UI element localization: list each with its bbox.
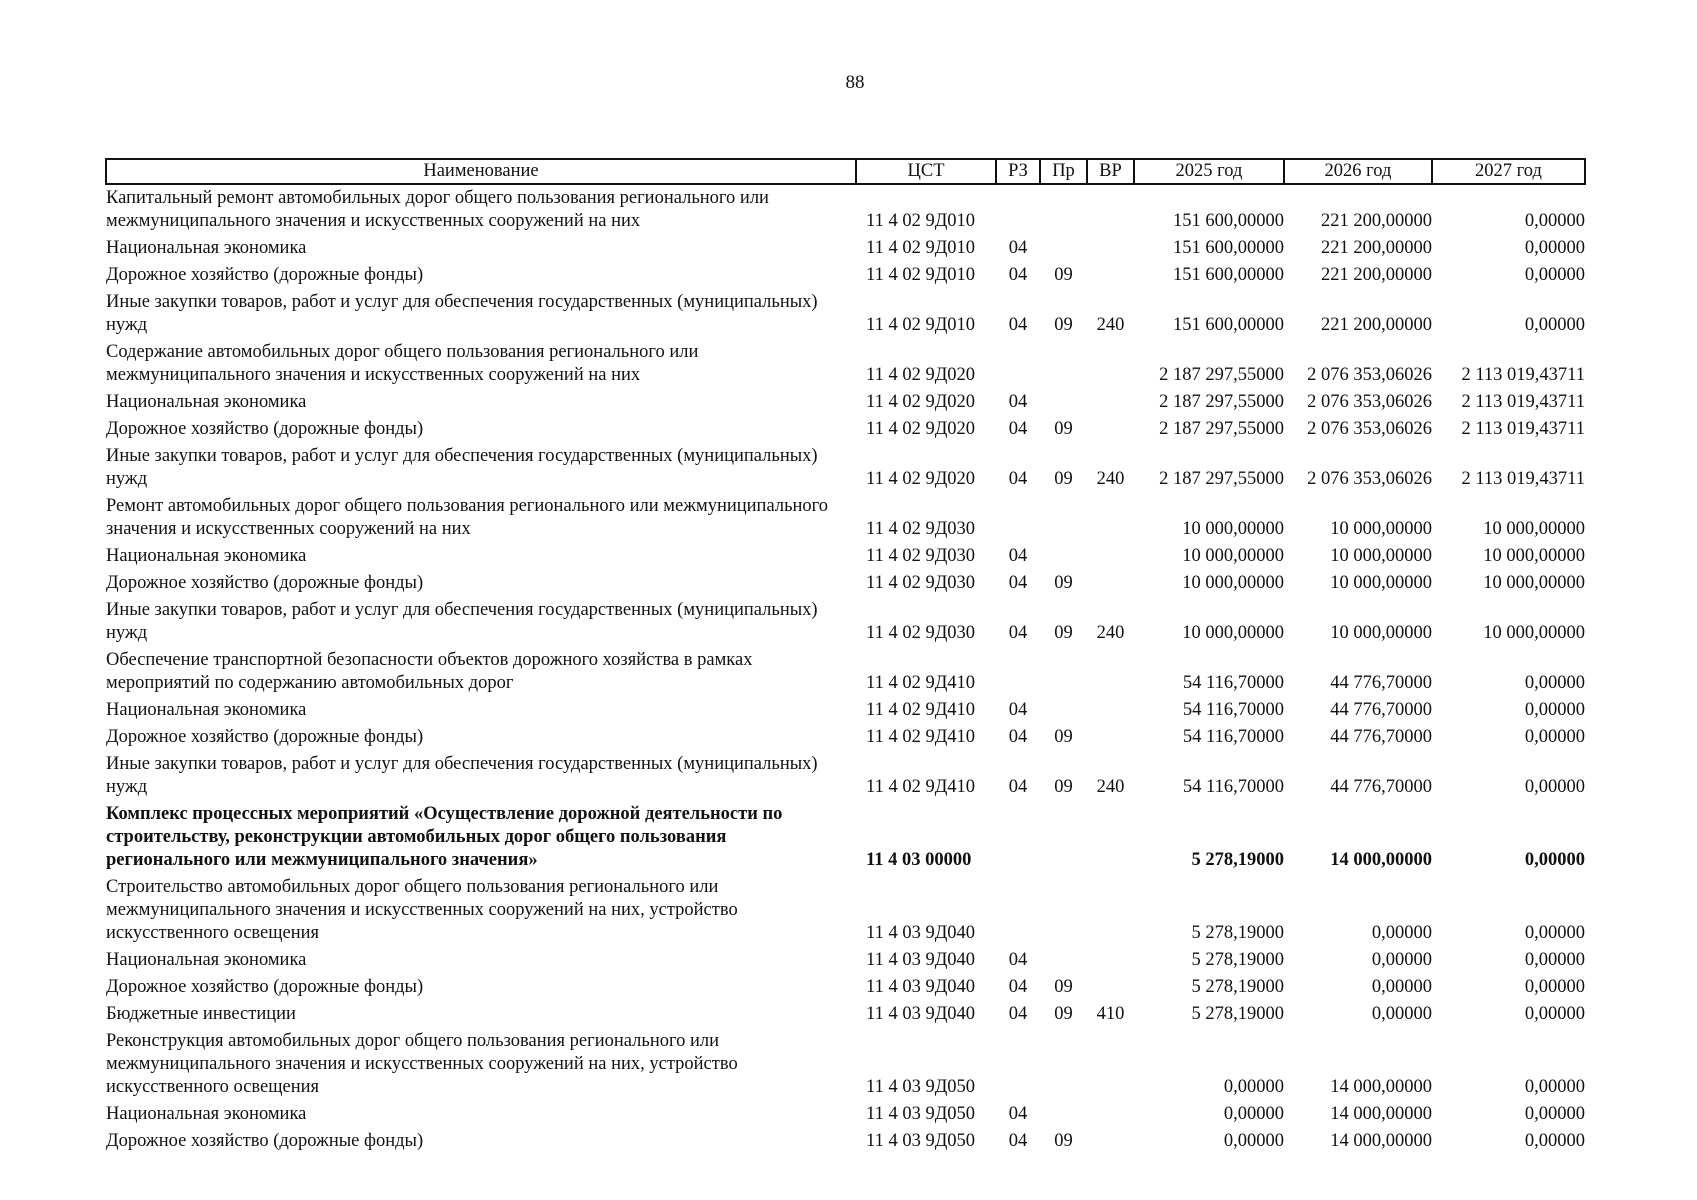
cell-vr <box>1087 874 1134 947</box>
cell-2026: 0,00000 <box>1371 977 1432 997</box>
cell-2025: 54 116,70000 <box>1182 700 1284 720</box>
table-row <box>106 389 1585 416</box>
cell-2026: 14 000,00000 <box>1330 1131 1432 1151</box>
cell-2026: 221 200,00000 <box>1321 315 1432 335</box>
cell-2025: 0,00000 <box>1223 1131 1284 1151</box>
cell-name: Национальная экономика <box>106 238 307 258</box>
cell-2025: 2 187 297,55000 <box>1159 469 1284 489</box>
cell-2027: 0,00000 <box>1524 265 1585 285</box>
cell-pr <box>1040 1028 1087 1101</box>
cell-2027: 2 113 019,43711 <box>1461 392 1585 412</box>
cell-cst: 11 4 02 9Д020 <box>866 469 976 489</box>
cell-pr <box>1040 1101 1087 1128</box>
cell-2027: 2 113 019,43711 <box>1461 419 1585 439</box>
cell-cst: 11 4 03 9Д040 <box>866 950 976 970</box>
cell-2027: 0,00000 <box>1524 1131 1585 1151</box>
cell-pr: 09 <box>1054 419 1073 439</box>
table-row <box>106 1128 1585 1155</box>
cell-2026: 14 000,00000 <box>1330 850 1432 870</box>
cell-pr: 09 <box>1054 1004 1073 1024</box>
cell-name: Комплекс процессных мероприятий «Осуществление дорожной деятельности по строительству, реконструкции автомобильных дорог общего пользования регионального или межмуниципального значения» <box>106 804 783 870</box>
cell-vr <box>1087 647 1134 697</box>
cell-cst: 11 4 02 9Д030 <box>866 623 976 643</box>
cell-name: Реконструкция автомобильных дорог общего пользования регионального или межмуниципального значения и искусственных сооружений на них, устройство искусственного освещения <box>106 1031 738 1097</box>
cell-pr <box>1040 801 1087 874</box>
cell-2027: 2 113 019,43711 <box>1461 469 1585 489</box>
cell-rz <box>996 1028 1040 1101</box>
cell-vr <box>1087 184 1134 235</box>
cell-rz: 04 <box>1008 1131 1028 1151</box>
cell-pr <box>1040 543 1087 570</box>
cell-2026: 221 200,00000 <box>1321 238 1432 258</box>
table-row <box>106 443 1585 493</box>
cell-vr <box>1087 1128 1134 1155</box>
table-row <box>106 647 1585 697</box>
table-row <box>106 235 1585 262</box>
page-number: 88 <box>845 72 865 93</box>
cell-name: Дорожное хозяйство (дорожные фонды) <box>106 1131 424 1151</box>
cell-rz <box>996 493 1040 543</box>
cell-2027: 0,00000 <box>1524 850 1585 870</box>
cell-2025: 0,00000 <box>1223 1104 1284 1124</box>
cell-pr <box>1040 874 1087 947</box>
cell-2025: 5 278,19000 <box>1191 950 1284 970</box>
header-2026: 2026 год <box>1284 159 1432 184</box>
cell-name: Национальная экономика <box>106 392 307 412</box>
cell-2025: 54 116,70000 <box>1182 777 1284 797</box>
cell-pr <box>1040 647 1087 697</box>
cell-vr: 240 <box>1096 623 1125 643</box>
cell-pr <box>1040 339 1087 389</box>
header-2027: 2027 год <box>1432 159 1585 184</box>
cell-2025: 2 187 297,55000 <box>1159 392 1284 412</box>
cell-pr: 09 <box>1054 573 1073 593</box>
cell-2025: 151 600,00000 <box>1173 315 1284 335</box>
cell-vr <box>1087 416 1134 443</box>
cell-vr <box>1087 235 1134 262</box>
table-row <box>106 974 1585 1001</box>
cell-2026: 14 000,00000 <box>1330 1077 1432 1097</box>
cell-2026: 221 200,00000 <box>1321 211 1432 231</box>
table-row <box>106 570 1585 597</box>
cell-cst: 11 4 02 9Д020 <box>866 419 976 439</box>
cell-2027: 10 000,00000 <box>1483 519 1585 539</box>
cell-rz: 04 <box>1008 700 1028 720</box>
cell-name: Капитальный ремонт автомобильных дорог общего пользования регионального или межмуниципального значения и искусственных сооружений на них <box>106 188 769 231</box>
cell-pr: 09 <box>1054 623 1073 643</box>
cell-cst: 11 4 02 9Д020 <box>866 365 976 385</box>
cell-pr <box>1040 235 1087 262</box>
cell-2025: 10 000,00000 <box>1182 519 1284 539</box>
cell-rz: 04 <box>1008 777 1028 797</box>
cell-rz: 04 <box>1008 265 1028 285</box>
cell-2025: 151 600,00000 <box>1173 265 1284 285</box>
cell-cst: 11 4 02 9Д030 <box>866 519 976 539</box>
table-row <box>106 543 1585 570</box>
cell-2025: 5 278,19000 <box>1191 977 1284 997</box>
cell-2026: 2 076 353,06026 <box>1307 469 1432 489</box>
cell-pr: 09 <box>1054 469 1073 489</box>
cell-rz <box>996 801 1040 874</box>
cell-2026: 2 076 353,06026 <box>1307 365 1432 385</box>
cell-cst: 11 4 02 9Д410 <box>866 727 976 747</box>
cell-vr: 240 <box>1096 469 1125 489</box>
cell-2027: 0,00000 <box>1524 238 1585 258</box>
cell-cst: 11 4 03 00000 <box>866 850 972 870</box>
cell-vr <box>1087 262 1134 289</box>
cell-pr <box>1040 493 1087 543</box>
cell-vr: 240 <box>1096 315 1125 335</box>
cell-name: Дорожное хозяйство (дорожные фонды) <box>106 573 424 593</box>
cell-vr <box>1087 570 1134 597</box>
cell-vr <box>1087 493 1134 543</box>
table-row <box>106 874 1585 947</box>
cell-2027: 10 000,00000 <box>1483 546 1585 566</box>
cell-name: Иные закупки товаров, работ и услуг для обеспечения государственных (муниципальных) нужд <box>106 754 818 797</box>
cell-2026: 14 000,00000 <box>1330 1104 1432 1124</box>
table-row <box>106 339 1585 389</box>
cell-rz: 04 <box>1008 546 1028 566</box>
cell-cst: 11 4 02 9Д410 <box>866 777 976 797</box>
cell-name: Дорожное хозяйство (дорожные фонды) <box>106 727 424 747</box>
cell-name: Дорожное хозяйство (дорожные фонды) <box>106 265 424 285</box>
cell-2026: 2 076 353,06026 <box>1307 419 1432 439</box>
cell-vr <box>1087 339 1134 389</box>
cell-2027: 0,00000 <box>1524 315 1585 335</box>
table-row <box>106 597 1585 647</box>
cell-pr: 09 <box>1054 1131 1073 1151</box>
cell-2027: 0,00000 <box>1524 1104 1585 1124</box>
cell-2026: 0,00000 <box>1371 1004 1432 1024</box>
cell-cst: 11 4 02 9Д410 <box>866 673 976 693</box>
header-name: Наименование <box>106 159 856 184</box>
cell-2026: 2 076 353,06026 <box>1307 392 1432 412</box>
table-row <box>106 1028 1585 1101</box>
table-row <box>106 289 1585 339</box>
cell-name: Обеспечение транспортной безопасности объектов дорожного хозяйства в рамках мероприятий по содержанию автомобильных дорог <box>106 650 753 693</box>
cell-rz <box>996 339 1040 389</box>
cell-2025: 2 187 297,55000 <box>1159 419 1284 439</box>
cell-name: Строительство автомобильных дорог общего пользования регионального или межмуниципального значения и искусственных сооружений на них, устройство искусственного освещения <box>106 877 738 943</box>
cell-vr <box>1087 543 1134 570</box>
cell-2025: 5 278,19000 <box>1191 923 1284 943</box>
cell-2026: 0,00000 <box>1371 950 1432 970</box>
cell-rz <box>996 184 1040 235</box>
cell-name: Национальная экономика <box>106 700 307 720</box>
cell-2025: 5 278,19000 <box>1191 850 1284 870</box>
cell-pr: 09 <box>1054 977 1073 997</box>
cell-2025: 2 187 297,55000 <box>1159 365 1284 385</box>
cell-2027: 0,00000 <box>1524 1077 1585 1097</box>
cell-cst: 11 4 02 9Д030 <box>866 546 976 566</box>
header-rz: РЗ <box>996 159 1040 184</box>
cell-2026: 10 000,00000 <box>1330 519 1432 539</box>
cell-2027: 0,00000 <box>1524 700 1585 720</box>
cell-rz: 04 <box>1008 950 1028 970</box>
cell-rz: 04 <box>1008 573 1028 593</box>
cell-name: Национальная экономика <box>106 950 307 970</box>
cell-2025: 10 000,00000 <box>1182 573 1284 593</box>
cell-2026: 10 000,00000 <box>1330 546 1432 566</box>
table-row <box>106 724 1585 751</box>
cell-2026: 44 776,70000 <box>1330 673 1432 693</box>
cell-2025: 151 600,00000 <box>1173 211 1284 231</box>
cell-2026: 0,00000 <box>1371 923 1432 943</box>
table-row <box>106 751 1585 801</box>
cell-rz: 04 <box>1008 727 1028 747</box>
cell-2026: 44 776,70000 <box>1330 700 1432 720</box>
cell-rz: 04 <box>1008 419 1028 439</box>
cell-rz: 04 <box>1008 469 1028 489</box>
cell-pr <box>1040 184 1087 235</box>
cell-2025: 151 600,00000 <box>1173 238 1284 258</box>
cell-2025: 10 000,00000 <box>1182 546 1284 566</box>
cell-rz: 04 <box>1008 1104 1028 1124</box>
table-row <box>106 262 1585 289</box>
cell-2026: 221 200,00000 <box>1321 265 1432 285</box>
cell-cst: 11 4 02 9Д010 <box>866 238 976 258</box>
cell-2027: 0,00000 <box>1524 727 1585 747</box>
cell-vr <box>1087 724 1134 751</box>
cell-rz <box>996 647 1040 697</box>
cell-2027: 0,00000 <box>1524 950 1585 970</box>
cell-rz: 04 <box>1008 977 1028 997</box>
cell-2027: 10 000,00000 <box>1483 573 1585 593</box>
table-row <box>106 801 1585 874</box>
cell-name: Иные закупки товаров, работ и услуг для обеспечения государственных (муниципальных) нужд <box>106 446 818 489</box>
cell-rz: 04 <box>1008 1004 1028 1024</box>
cell-cst: 11 4 02 9Д020 <box>866 392 976 412</box>
table-row <box>106 697 1585 724</box>
cell-2027: 0,00000 <box>1524 977 1585 997</box>
table-row <box>106 947 1585 974</box>
budget-table <box>105 158 1586 1155</box>
cell-rz: 04 <box>1008 392 1028 412</box>
cell-pr: 09 <box>1054 315 1073 335</box>
cell-cst: 11 4 03 9Д050 <box>866 1077 976 1097</box>
cell-cst: 11 4 02 9Д010 <box>866 265 976 285</box>
cell-2027: 0,00000 <box>1524 211 1585 231</box>
cell-vr: 240 <box>1096 777 1125 797</box>
cell-pr <box>1040 697 1087 724</box>
cell-pr: 09 <box>1054 777 1073 797</box>
cell-vr <box>1087 389 1134 416</box>
cell-name: Дорожное хозяйство (дорожные фонды) <box>106 419 424 439</box>
cell-2027: 0,00000 <box>1524 777 1585 797</box>
cell-vr <box>1087 801 1134 874</box>
cell-rz <box>996 874 1040 947</box>
cell-cst: 11 4 03 9Д040 <box>866 977 976 997</box>
table-row <box>106 493 1585 543</box>
cell-2027: 0,00000 <box>1524 673 1585 693</box>
cell-rz: 04 <box>1008 315 1028 335</box>
cell-name: Иные закупки товаров, работ и услуг для обеспечения государственных (муниципальных) нужд <box>106 600 818 643</box>
cell-2025: 5 278,19000 <box>1191 1004 1284 1024</box>
cell-cst: 11 4 03 9Д040 <box>866 1004 976 1024</box>
cell-vr: 410 <box>1096 1004 1125 1024</box>
table-row <box>106 184 1585 235</box>
cell-name: Национальная экономика <box>106 1104 307 1124</box>
cell-vr <box>1087 974 1134 1001</box>
cell-cst: 11 4 02 9Д410 <box>866 700 976 720</box>
cell-2025: 54 116,70000 <box>1182 727 1284 747</box>
cell-2027: 0,00000 <box>1524 923 1585 943</box>
header-vr: ВР <box>1087 159 1134 184</box>
header-pr: Пр <box>1040 159 1087 184</box>
cell-name: Дорожное хозяйство (дорожные фонды) <box>106 977 424 997</box>
header-cst: ЦСТ <box>856 159 996 184</box>
cell-rz: 04 <box>1008 623 1028 643</box>
cell-2025: 10 000,00000 <box>1182 623 1284 643</box>
cell-name: Ремонт автомобильных дорог общего пользования регионального или межмуниципального значения и искусственных сооружений на них <box>106 496 829 539</box>
cell-2026: 10 000,00000 <box>1330 573 1432 593</box>
table-row <box>106 1001 1585 1028</box>
cell-2025: 0,00000 <box>1223 1077 1284 1097</box>
cell-2027: 0,00000 <box>1524 1004 1585 1024</box>
cell-2027: 2 113 019,43711 <box>1461 365 1585 385</box>
header-2025: 2025 год <box>1134 159 1284 184</box>
cell-2027: 10 000,00000 <box>1483 623 1585 643</box>
cell-rz: 04 <box>1008 238 1028 258</box>
cell-2026: 44 776,70000 <box>1330 777 1432 797</box>
cell-pr: 09 <box>1054 727 1073 747</box>
cell-cst: 11 4 03 9Д050 <box>866 1131 976 1151</box>
cell-cst: 11 4 02 9Д010 <box>866 211 976 231</box>
cell-2025: 54 116,70000 <box>1182 673 1284 693</box>
cell-name: Иные закупки товаров, работ и услуг для обеспечения государственных (муниципальных) нужд <box>106 292 818 335</box>
cell-vr <box>1087 1101 1134 1128</box>
cell-pr <box>1040 947 1087 974</box>
cell-pr: 09 <box>1054 265 1073 285</box>
cell-name: Содержание автомобильных дорог общего пользования регионального или межмуниципального значения и искусственных сооружений на них <box>106 342 699 385</box>
table-body <box>106 184 1585 1155</box>
table-row <box>106 416 1585 443</box>
table-header-row <box>106 159 1585 184</box>
cell-pr <box>1040 389 1087 416</box>
cell-cst: 11 4 03 9Д050 <box>866 1104 976 1124</box>
cell-2026: 44 776,70000 <box>1330 727 1432 747</box>
cell-cst: 11 4 02 9Д030 <box>866 573 976 593</box>
cell-vr <box>1087 947 1134 974</box>
cell-cst: 11 4 02 9Д010 <box>866 315 976 335</box>
cell-cst: 11 4 03 9Д040 <box>866 923 976 943</box>
cell-name: Бюджетные инвестиции <box>106 1004 296 1024</box>
table-row <box>106 1101 1585 1128</box>
cell-vr <box>1087 697 1134 724</box>
cell-2026: 10 000,00000 <box>1330 623 1432 643</box>
cell-name: Национальная экономика <box>106 546 307 566</box>
cell-vr <box>1087 1028 1134 1101</box>
